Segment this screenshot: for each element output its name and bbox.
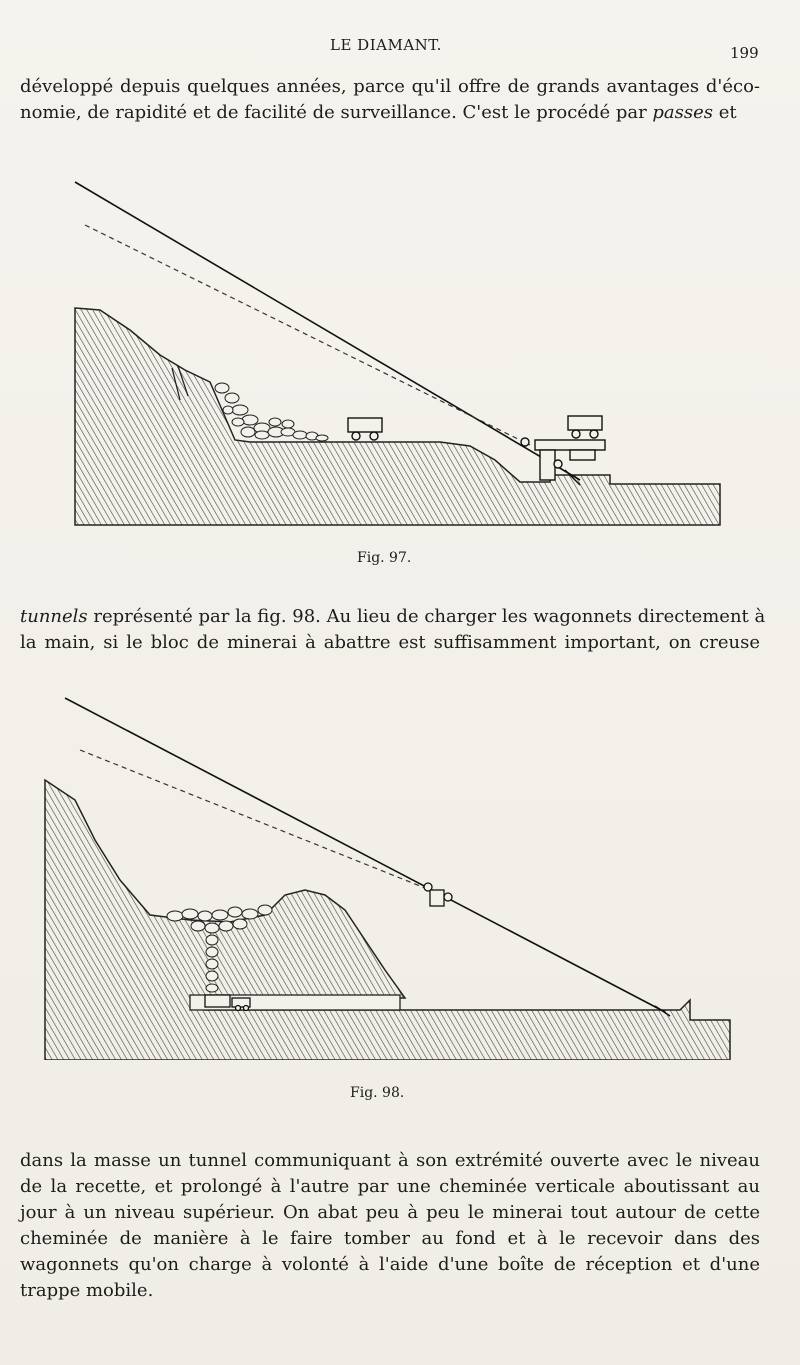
paragraph-line: développé depuis quelques années, parce qu'il offre de grands avantages d'éco- (20, 76, 760, 97)
paragraph-line: dans la masse un tunnel communiquant à son extrémité ouverte avec le niveau (20, 1150, 760, 1171)
figure-97-illustration (0, 170, 800, 530)
paragraph-tunnels (20, 604, 766, 656)
paragraph-line: trappe mobile. (20, 1280, 154, 1301)
paragraph-intro (20, 74, 760, 126)
paragraph-line: la main, si le bloc de minerai à abattre est suffisamment important, on creuse (20, 632, 760, 653)
paragraph-line (20, 604, 766, 630)
cable-pulley (424, 883, 452, 906)
loading-station (521, 438, 605, 480)
page-number: 199 (730, 44, 759, 62)
text-run: nomie, de rapidité et de facilité de surveillance. C'est le procédé par (20, 102, 653, 123)
running-title: LE DIAMANT. (330, 36, 442, 54)
paragraph-line: wagonnets qu'on charge à volonté à l'aide d'une boîte de réception et d'une (20, 1254, 760, 1275)
italic-term-tunnels: tunnels (20, 606, 88, 627)
ore-wagon (348, 418, 382, 440)
ore-wagon-on-platform (568, 416, 602, 438)
text-run: représenté par la fig. 98. Au lieu de charger les wagonnets directement à (87, 606, 766, 627)
hillside-hatched-ground (45, 780, 730, 1060)
italic-term-passes: passes (652, 102, 714, 123)
paragraph-line (20, 100, 760, 126)
haulage-cable-dashed (80, 750, 430, 890)
figure-98-illustration (0, 690, 800, 1060)
paragraph-line: de la recette, et prolongé à l'autre par une cheminée verticale aboutissant au (20, 1176, 760, 1197)
paragraph-line: jour à un niveau supérieur. On abat peu à peu le minerai tout autour de cette (20, 1202, 760, 1223)
hillside-hatched-ground (75, 308, 720, 525)
text-run: et (713, 102, 737, 123)
figure-97-caption: Fig. 97. (357, 550, 412, 566)
paragraph-line: cheminée de manière à le faire tomber au fond et à le recevoir dans des (20, 1228, 760, 1249)
paragraph-chimney (20, 1148, 760, 1304)
figure-98-caption: Fig. 98. (350, 1085, 405, 1101)
